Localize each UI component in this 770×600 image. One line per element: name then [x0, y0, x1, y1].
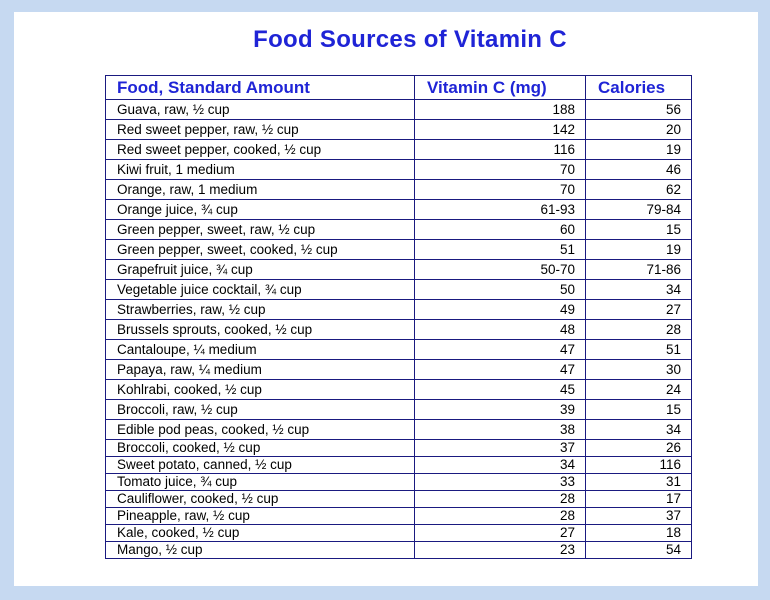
cell-vitamin-c: 47	[415, 360, 586, 380]
cell-calories: 19	[586, 240, 692, 260]
cell-vitamin-c: 60	[415, 220, 586, 240]
cell-food: Red sweet pepper, raw, ½ cup	[106, 120, 415, 140]
header-food: Food, Standard Amount	[106, 76, 415, 100]
cell-calories: 34	[586, 420, 692, 440]
cell-calories: 62	[586, 180, 692, 200]
table-row	[106, 457, 692, 474]
cell-calories: 79-84	[586, 200, 692, 220]
table-row	[106, 400, 692, 420]
cell-calories: 15	[586, 220, 692, 240]
cell-food: Vegetable juice cocktail, ¾ cup	[106, 280, 415, 300]
cell-vitamin-c: 27	[415, 525, 586, 542]
cell-vitamin-c: 37	[415, 440, 586, 457]
cell-food: Broccoli, cooked, ½ cup	[106, 440, 415, 457]
table-row	[106, 260, 692, 280]
cell-calories: 18	[586, 525, 692, 542]
cell-calories: 34	[586, 280, 692, 300]
cell-food: Orange, raw, 1 medium	[106, 180, 415, 200]
table-row	[106, 200, 692, 220]
cell-calories: 54	[586, 542, 692, 559]
cell-vitamin-c: 70	[415, 180, 586, 200]
cell-calories: 37	[586, 508, 692, 525]
cell-vitamin-c: 48	[415, 320, 586, 340]
table-row	[106, 508, 692, 525]
table-row	[106, 280, 692, 300]
cell-food: Brussels sprouts, cooked, ½ cup	[106, 320, 415, 340]
cell-food: Papaya, raw, ¼ medium	[106, 360, 415, 380]
table-header-row	[106, 76, 692, 100]
cell-food: Tomato juice, ¾ cup	[106, 474, 415, 491]
cell-calories: 30	[586, 360, 692, 380]
cell-food: Red sweet pepper, cooked, ½ cup	[106, 140, 415, 160]
cell-food: Cantaloupe, ¼ medium	[106, 340, 415, 360]
cell-food: Kohlrabi, cooked, ½ cup	[106, 380, 415, 400]
cell-food: Orange juice, ¾ cup	[106, 200, 415, 220]
cell-food: Pineapple, raw, ½ cup	[106, 508, 415, 525]
cell-vitamin-c: 28	[415, 491, 586, 508]
cell-vitamin-c: 23	[415, 542, 586, 559]
cell-vitamin-c: 39	[415, 400, 586, 420]
cell-calories: 24	[586, 380, 692, 400]
table-row	[106, 340, 692, 360]
cell-vitamin-c: 188	[415, 100, 586, 120]
cell-food: Mango, ½ cup	[106, 542, 415, 559]
table-row	[106, 100, 692, 120]
table-row	[106, 140, 692, 160]
cell-vitamin-c: 33	[415, 474, 586, 491]
page-title: Food Sources of Vitamin C	[253, 26, 567, 53]
cell-vitamin-c: 142	[415, 120, 586, 140]
cell-calories: 19	[586, 140, 692, 160]
cell-food: Green pepper, sweet, cooked, ½ cup	[106, 240, 415, 260]
table-row	[106, 542, 692, 559]
table-row	[106, 320, 692, 340]
cell-vitamin-c: 51	[415, 240, 586, 260]
table-row	[106, 491, 692, 508]
cell-calories: 31	[586, 474, 692, 491]
table-row	[106, 220, 692, 240]
table-row	[106, 360, 692, 380]
table-body	[106, 100, 692, 559]
cell-calories: 17	[586, 491, 692, 508]
header-calories: Calories	[586, 76, 692, 100]
cell-vitamin-c: 38	[415, 420, 586, 440]
cell-calories: 46	[586, 160, 692, 180]
table-row	[106, 525, 692, 542]
table-row	[106, 300, 692, 320]
cell-calories: 20	[586, 120, 692, 140]
cell-food: Kiwi fruit, 1 medium	[106, 160, 415, 180]
cell-food: Guava, raw, ½ cup	[106, 100, 415, 120]
cell-vitamin-c: 49	[415, 300, 586, 320]
table-row	[106, 474, 692, 491]
cell-vitamin-c: 50-70	[415, 260, 586, 280]
cell-food: Grapefruit juice, ¾ cup	[106, 260, 415, 280]
cell-calories: 51	[586, 340, 692, 360]
cell-vitamin-c: 50	[415, 280, 586, 300]
cell-calories: 15	[586, 400, 692, 420]
cell-food: Kale, cooked, ½ cup	[106, 525, 415, 542]
cell-calories: 56	[586, 100, 692, 120]
cell-vitamin-c: 70	[415, 160, 586, 180]
cell-calories: 27	[586, 300, 692, 320]
table-row	[106, 420, 692, 440]
cell-calories: 28	[586, 320, 692, 340]
cell-food: Edible pod peas, cooked, ½ cup	[106, 420, 415, 440]
cell-calories: 116	[586, 457, 692, 474]
vitamin-c-table	[105, 75, 692, 559]
cell-food: Sweet potato, canned, ½ cup	[106, 457, 415, 474]
cell-vitamin-c: 34	[415, 457, 586, 474]
table-row	[106, 160, 692, 180]
table-row	[106, 240, 692, 260]
cell-food: Cauliflower, cooked, ½ cup	[106, 491, 415, 508]
table-row	[106, 180, 692, 200]
table-row	[106, 380, 692, 400]
table-row	[106, 120, 692, 140]
cell-vitamin-c: 116	[415, 140, 586, 160]
cell-vitamin-c: 28	[415, 508, 586, 525]
table-row	[106, 440, 692, 457]
cell-food: Green pepper, sweet, raw, ½ cup	[106, 220, 415, 240]
header-vitamin-c: Vitamin C (mg)	[415, 76, 586, 100]
slide-page	[14, 12, 758, 586]
cell-vitamin-c: 45	[415, 380, 586, 400]
cell-vitamin-c: 47	[415, 340, 586, 360]
cell-calories: 26	[586, 440, 692, 457]
cell-calories: 71-86	[586, 260, 692, 280]
cell-vitamin-c: 61-93	[415, 200, 586, 220]
cell-food: Strawberries, raw, ½ cup	[106, 300, 415, 320]
cell-food: Broccoli, raw, ½ cup	[106, 400, 415, 420]
